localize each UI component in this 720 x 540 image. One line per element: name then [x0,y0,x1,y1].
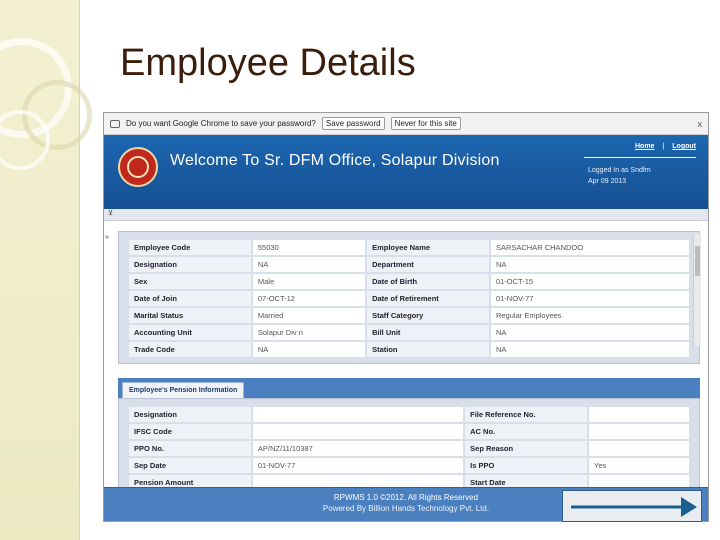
field-label: Station [367,342,489,357]
table-row [129,308,689,323]
table-row [129,240,689,255]
frame-toolbar: ⊻ [104,209,708,221]
field-label: Date of Birth [367,274,489,289]
key-icon [110,120,120,128]
powered-by-text: Powered By Billion Hands Technology Pvt. Ltd. [322,504,490,513]
field-label: Employee Code [129,240,251,255]
field-value [589,441,689,456]
table-row [129,325,689,340]
pension-tab-bar [118,378,700,398]
never-for-site-button[interactable]: Never for this site [391,117,461,130]
field-value: NA [253,342,365,357]
link-separator: | [662,143,665,150]
field-value: 07-OCT-12 [253,291,365,306]
field-value: 01-NOV-77 [253,458,463,473]
frame-toggle-icon[interactable]: » [105,234,109,241]
app-header [104,135,708,209]
employee-table [127,238,691,359]
field-value: Yes [589,458,689,473]
field-value: Male [253,274,365,289]
field-label: Staff Category [367,308,489,323]
table-row [129,407,689,422]
field-value: NA [491,342,689,357]
header-rule [584,157,696,158]
top-links [635,143,696,150]
home-link[interactable]: Home [635,143,655,150]
band-divider [79,0,80,540]
employee-info-panel [118,231,700,364]
copyright-text: RPWMS 1.0 ©2012. All Rights Reserved [333,493,479,502]
field-label: Start Date [465,475,587,490]
field-label: Sep Reason [465,441,587,456]
save-password-prompt: Do you want Google Chrome to save your password? [126,119,316,128]
table-row [129,424,689,439]
field-label: Bill Unit [367,325,489,340]
field-value: NA [491,325,689,340]
tab-pension-info[interactable]: Employee's Pension Information [122,382,244,398]
field-value: 01-NOV-77 [491,291,689,306]
field-label: Date of Join [129,291,251,306]
field-value: NA [491,257,689,272]
field-label: File Reference No. [465,407,587,422]
field-label: Trade Code [129,342,251,357]
slide-title: Employee Details [120,42,416,84]
embedded-screenshot [103,112,709,522]
slide-decoration-band [0,0,80,540]
field-value: Married [253,308,365,323]
save-password-button[interactable]: Save password [322,117,385,130]
field-label: Sex [129,274,251,289]
field-value [253,424,463,439]
field-label: IFSC Code [129,424,251,439]
table-row [129,458,689,473]
field-label: Sep Date [129,458,251,473]
field-label: Designation [129,257,251,272]
field-label: Employee Name [367,240,489,255]
field-label: PPO No. [129,441,251,456]
field-label: Department [367,257,489,272]
field-value: 55030 [253,240,365,255]
login-info [588,165,651,187]
field-value [589,424,689,439]
field-label: Pension Amount [129,475,251,490]
field-value: SARSACHAR CHANDOO [491,240,689,255]
password-infobar [104,113,708,135]
table-row [129,257,689,272]
right-arrow-icon [563,491,703,523]
field-label: Is PPO [465,458,587,473]
table-row [129,441,689,456]
table-row [129,291,689,306]
field-value: AP/NZ/11/10387 [253,441,463,456]
table-row [129,274,689,289]
field-label: Accounting Unit [129,325,251,340]
scrollbar[interactable] [693,234,701,346]
field-label: Designation [129,407,251,422]
field-label: Marital Status [129,308,251,323]
field-value [253,407,463,422]
next-slide-button[interactable] [562,490,702,522]
railway-logo [118,147,158,187]
content-area [118,231,700,487]
logged-in-user: Logged In as Sndfm [588,167,651,174]
field-value: 01-OCT-15 [491,274,689,289]
welcome-heading: Welcome To Sr. DFM Office, Solapur Division [170,152,500,169]
field-label: Date of Retirement [367,291,489,306]
table-row [129,342,689,357]
field-value: Regular Employees [491,308,689,323]
logout-link[interactable]: Logout [672,143,696,150]
field-value: NA [253,257,365,272]
field-value: Solapur Div n [253,325,365,340]
close-icon[interactable]: x [697,118,702,129]
field-label: AC No. [465,424,587,439]
field-value [589,407,689,422]
login-date: Apr 09 2013 [588,178,627,185]
